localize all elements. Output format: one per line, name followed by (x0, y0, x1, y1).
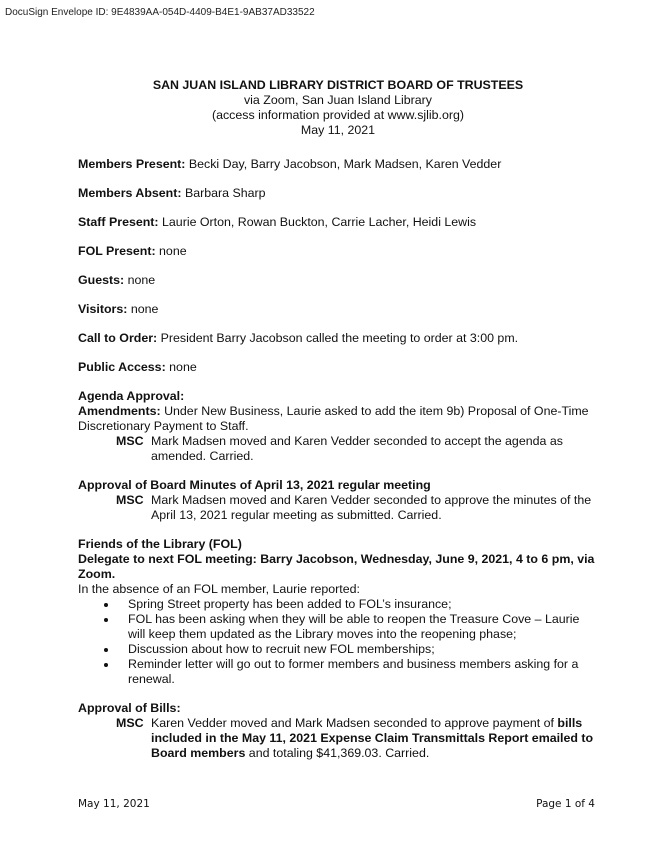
members-present-label: Members Present: (78, 157, 186, 171)
public-access-text: none (169, 360, 197, 374)
public-access (78, 360, 598, 375)
meeting-location: via Zoom, San Juan Island Library (243, 93, 433, 107)
visitors-value: none (130, 302, 159, 316)
guests (78, 273, 598, 288)
fol-delegate: Delegate to next FOL meeting: Barry Jacobson, Wednesday, June 9, 2021, 4 to 6 pm, via Zoom. (78, 552, 595, 581)
members-absent (78, 186, 598, 201)
msc-label: MSC (116, 493, 144, 507)
msc-label: MSC (116, 716, 144, 730)
amendments (78, 404, 598, 434)
list-item: • FOL has been asking when they will be able to reopen the Treasure Cove – Laurie will keep them updated as the Library moves into the reopening phase; (118, 612, 598, 642)
minutes-approval (78, 478, 598, 523)
list-item: • Spring Street property has been added to FOL’s insurance; (118, 597, 598, 612)
motion-text (151, 716, 598, 761)
minutes-heading: Approval of Board Minutes of April 13, 2021 regular meeting (78, 478, 431, 492)
motion-text-bold: bills included in the May 11, 2021 Expense Claim Transmittals Report emailed to Board members (151, 716, 594, 760)
bills-heading: Approval of Bills: (78, 701, 181, 715)
members-present (78, 157, 598, 172)
staff-present-label: Staff Present: (78, 215, 159, 229)
guests-label: Guests: (78, 273, 125, 287)
motion-text: Mark Madsen moved and Karen Vedder seconded to approve the minutes of the April 13, 2021 regular meeting as submitted. Carried. (151, 493, 592, 522)
agenda-heading: Agenda Approval: (78, 389, 185, 403)
meeting-date: May 11, 2021 (300, 123, 376, 137)
motion-text-end: and totaling $41,369.03. Carried. (248, 746, 430, 760)
amendments-label: Amendments: (78, 404, 161, 418)
fol-present-label: FOL Present: (78, 244, 156, 258)
agenda-motion (116, 434, 598, 464)
msc-label: MSC (116, 434, 144, 448)
bills-motion (116, 716, 598, 761)
staff-present-value: Laurie Orton, Rowan Buckton, Carrie Lacher, Heidi Lewis (162, 215, 477, 229)
call-to-order-label: Call to Order: (78, 331, 158, 345)
public-access-label: Public Access: (78, 360, 166, 374)
staff-present (78, 215, 598, 230)
minutes-document (78, 78, 598, 761)
amendments-text: Under New Business, Laurie asked to add the item 9b) Proposal of One-Time Discretionary Payment to Staff. (78, 404, 589, 433)
visitors (78, 302, 598, 317)
motion-text: Mark Madsen moved and Karen Vedder seconded to accept the agenda as amended. Carried. (151, 434, 563, 463)
document-title: SAN JUAN ISLAND LIBRARY DISTRICT BOARD OF TRUSTEES (152, 78, 524, 92)
fol-present (78, 244, 598, 259)
fol-present-value: none (159, 244, 187, 258)
call-to-order-text: President Barry Jacobson called the meeting to order at 3:00 pm. (160, 331, 519, 345)
call-to-order (78, 331, 598, 346)
motion-text-start: Karen Vedder moved and Mark Madsen seconded to approve payment of (151, 716, 554, 730)
friends-of-library (78, 537, 598, 687)
footer-page-number: Page 1 of 4 (536, 798, 595, 810)
members-present-value: Becki Day, Barry Jacobson, Mark Madsen, Karen Vedder (188, 157, 502, 171)
fol-report-list (78, 597, 598, 687)
document-header (78, 78, 598, 138)
agenda-approval (78, 389, 598, 464)
envelope-id: DocuSign Envelope ID: 9E4839AA-054D-4409-B4E1-9AB37AD33522 (5, 7, 315, 18)
fol-intro: In the absence of an FOL member, Laurie reported: (78, 582, 360, 596)
access-info: (access information provided at www.sjlib.org) (211, 108, 465, 122)
minutes-motion (116, 493, 598, 523)
list-item: • Discussion about how to recruit new FOL memberships; (118, 642, 598, 657)
list-item: • Reminder letter will go out to former members and business members asking for a renewal. (118, 657, 598, 687)
bills-approval (78, 701, 598, 761)
members-absent-value: Barbara Sharp (184, 186, 266, 200)
fol-heading: Friends of the Library (FOL) (78, 537, 242, 551)
members-absent-label: Members Absent: (78, 186, 182, 200)
footer-date: May 11, 2021 (78, 798, 150, 810)
guests-value: none (127, 273, 156, 287)
visitors-label: Visitors: (78, 302, 128, 316)
